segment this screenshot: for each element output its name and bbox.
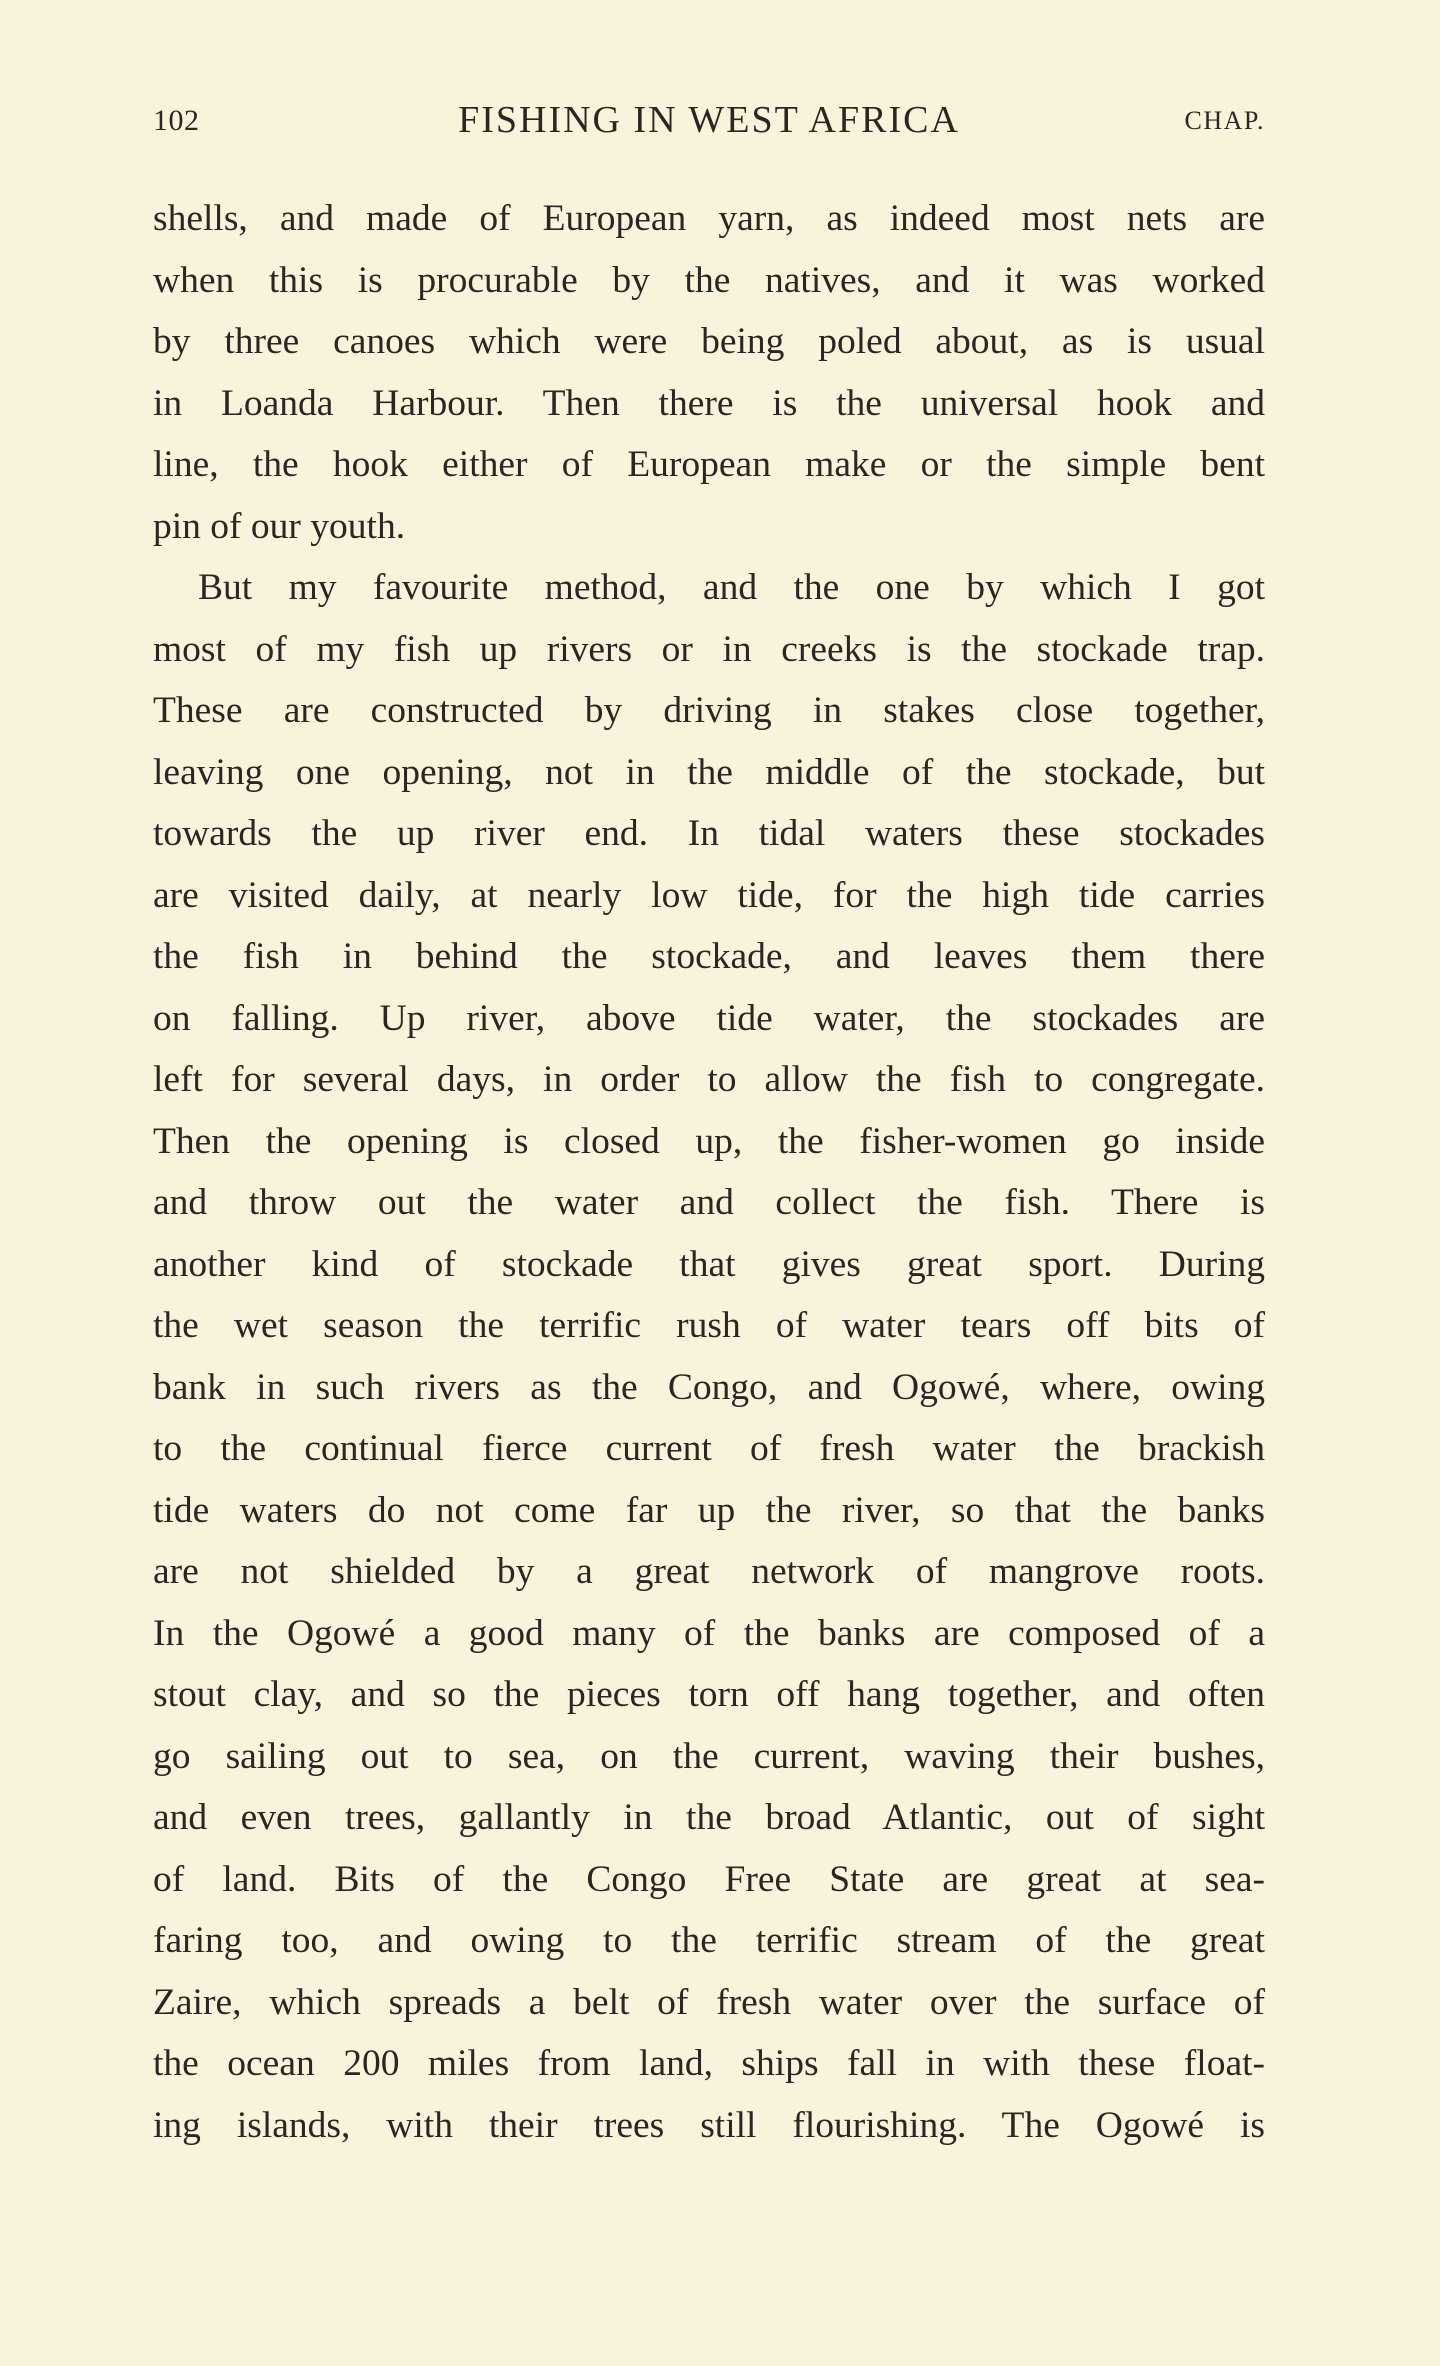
text-line: in Loanda Harbour. Then there is the universal hook and — [153, 382, 1265, 424]
text-line: go sailing out to sea, on the current, waving their bushes, — [153, 1735, 1265, 1777]
running-title: FISHING IN WEST AFRICA — [458, 99, 960, 141]
text-line: the wet season the terrific rush of water tears off bits of — [153, 1305, 1265, 1346]
text-line: stout clay, and so the pieces torn off hang together, and often — [153, 1674, 1265, 1715]
text-line: left for several days, in order to allow the fish to congregate. — [153, 1059, 1265, 1100]
text-line: are not shielded by a great network of mangrove roots. — [153, 1551, 1265, 1592]
text-line: ing islands, with their trees still flourishing. The Ogowé is — [153, 2104, 1265, 2146]
text-line: on falling. Up river, above tide water, the stockades are — [153, 997, 1265, 1039]
page-header — [153, 98, 1265, 150]
body-text — [153, 188, 1265, 2156]
text-line: are visited daily, at nearly low tide, for the high tide carries — [153, 874, 1265, 916]
text-line: shells, and made of European yarn, as indeed most nets are — [153, 198, 1265, 239]
text-line: Zaire, which spreads a belt of fresh water over the surface of — [153, 1981, 1265, 2023]
text-line: faring too, and owing to the terrific stream of the great — [153, 1920, 1265, 1961]
text-line: to the continual fierce current of fresh water the brackish — [153, 1428, 1265, 1469]
text-line: of land. Bits of the Congo Free State are great at sea- — [153, 1858, 1265, 1900]
page-number: 102 — [153, 104, 200, 137]
text-line: These are constructed by driving in stakes close together, — [153, 690, 1265, 731]
text-line: and even trees, gallantly in the broad Atlantic, out of sight — [153, 1797, 1265, 1838]
text-line: tide waters do not come far up the river, so that the banks — [153, 1489, 1265, 1531]
text-line: But my favourite method, and the one by which I got — [198, 567, 1265, 608]
text-line: In the Ogowé a good many of the banks are composed of a — [153, 1612, 1265, 1654]
text-line: bank in such rivers as the Congo, and Ogowé, where, owing — [153, 1366, 1265, 1408]
text-line: pin of our youth. — [153, 505, 406, 547]
text-line: the fish in behind the stockade, and leaves them there — [153, 936, 1265, 977]
chapter-label: CHAP. — [1184, 106, 1265, 135]
text-line: when this is procurable by the natives, and it was worked — [153, 259, 1265, 301]
text-line: Then the opening is closed up, the fisher-women go inside — [153, 1120, 1265, 1162]
text-line: line, the hook either of European make or the simple bent — [153, 444, 1265, 485]
text-line: the ocean 200 miles from land, ships fall in with these float- — [153, 2043, 1265, 2084]
text-line: most of my fish up rivers or in creeks is the stockade trap. — [153, 628, 1265, 670]
text-line: towards the up river end. In tidal waters these stockades — [153, 813, 1265, 854]
text-line: leaving one opening, not in the middle of the stockade, but — [153, 751, 1265, 793]
text-line: by three canoes which were being poled about, as is usual — [153, 321, 1265, 362]
text-line: and throw out the water and collect the fish. There is — [153, 1182, 1265, 1223]
text-line: another kind of stockade that gives great sport. During — [153, 1243, 1265, 1285]
